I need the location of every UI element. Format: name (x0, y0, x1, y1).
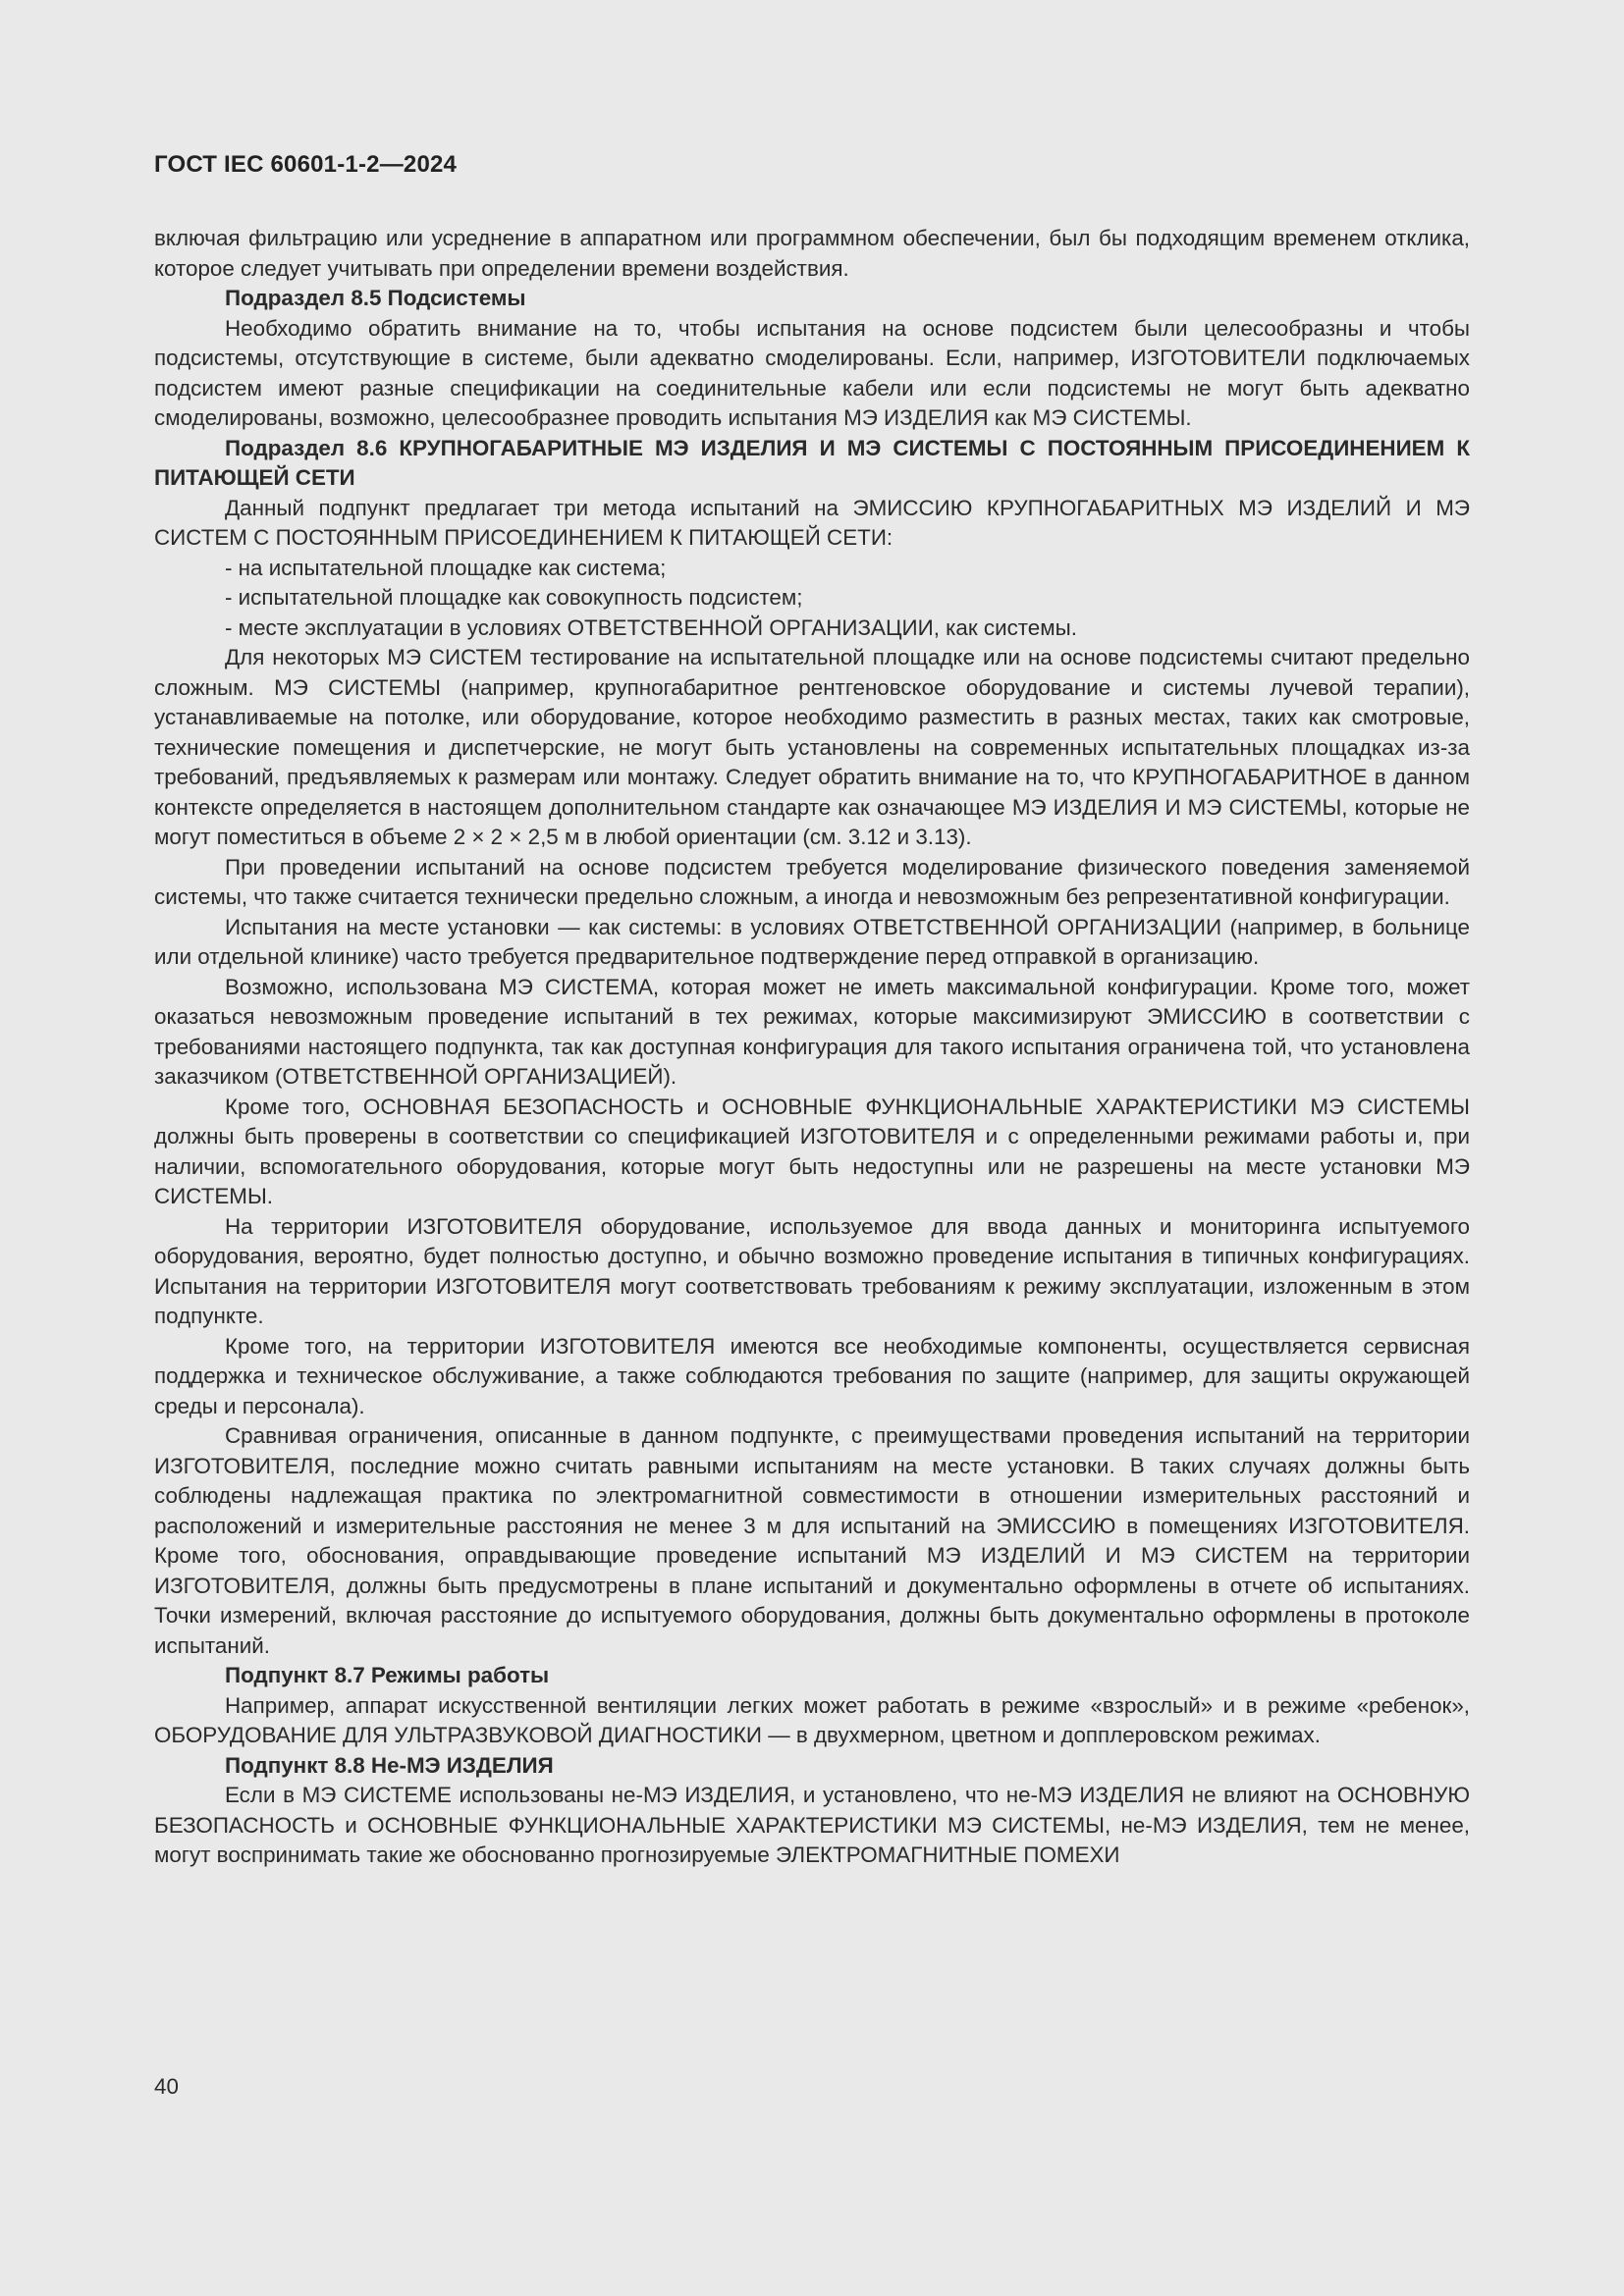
subsection-heading-8-6: Подраздел 8.6 КРУПНОГАБАРИТНЫЕ МЭ ИЗДЕЛИЯ И МЭ СИСТЕМЫ С ПОСТОЯННЫМ ПРИСОЕДИНЕНИЕМ К ПИТАЮЩЕЙ СЕТИ (154, 435, 1470, 490)
paragraph: Кроме того, ОСНОВНАЯ БЕЗОПАСНОСТЬ и ОСНОВНЫЕ ФУНКЦИОНАЛЬНЫЕ ХАРАКТЕРИСТИКИ МЭ СИСТЕМЫ должны быть проверены в соответствии со спецификацией ИЗГОТОВИТЕЛЯ и с определенными режимами работы и, при наличии, вспомогательного оборудования, которые могут быть недоступны или не разрешены на месте установки МЭ СИСТЕМЫ. (154, 1094, 1470, 1208)
paragraph: Данный подпункт предлагает три метода испытаний на ЭМИССИЮ КРУПНОГАБАРИТНЫХ МЭ ИЗДЕЛИЙ И МЭ СИСТЕМ С ПОСТОЯННЫМ ПРИСОЕДИНЕНИЕМ К ПИТАЮЩЕЙ СЕТИ: (154, 495, 1470, 550)
list-item: - месте эксплуатации в условиях ОТВЕТСТВЕННОЙ ОРГАНИЗАЦИИ, как системы. (225, 614, 1077, 640)
subsection-heading-8-7: Подпункт 8.7 Режимы работы (225, 1663, 550, 1687)
paragraph: На территории ИЗГОТОВИТЕЛЯ оборудование, используемое для ввода данных и мониторинга испытуемого оборудования, вероятно, будет полностью доступно, и обычно возможно проведение испытания в типичных конфигурациях. Испытания на территории ИЗГОТОВИТЕЛЯ могут соответствовать требованиям к режиму эксплуатации, изложенным в этом подпункте. (154, 1213, 1470, 1328)
subsection-heading-8-8: Подпункт 8.8 Не-МЭ ИЗДЕЛИЯ (225, 1752, 554, 1778)
paragraph: Возможно, использована МЭ СИСТЕМА, которая может не иметь максимальной конфигурации. Кроме того, может оказаться невозможным проведение испытаний в тех режимах, которые максимизируют ЭМИССИЮ в соответствии с требованиями настоящего подпункта, так как доступная конфигурация для такого испытания ограничена той, что установлена заказчиком (ОТВЕТСТВЕННОЙ ОРГАНИЗАЦИЕЙ). (154, 974, 1470, 1089)
paragraph: Например, аппарат искусственной вентиляции легких может работать в режиме «взрослый» и в режиме «ребенок», ОБОРУДОВАНИЕ ДЛЯ УЛЬТРАЗВУКОВОЙ ДИАГНОСТИКИ — в двухмерном, цветном и допплеровском режимах. (154, 1692, 1470, 1747)
paragraph: Испытания на месте установки — как системы: в условиях ОТВЕТСТВЕННОЙ ОРГАНИЗАЦИИ (например, в больнице или отдельной клинике) часто требуется предварительное подтверждение перед отправкой в организацию. (154, 914, 1470, 969)
paragraph: Необходимо обратить внимание на то, чтобы испытания на основе подсистем были целесообразны и чтобы подсистемы, отсутствующие в системе, были адекватно смоделированы. Если, например, ИЗГОТОВИТЕЛИ подключаемых подсистем имеют разные спецификации на соединительные кабели или если подсистемы не могут быть адекватно смоделированы, возможно, целесообразнее проводить испытания МЭ ИЗДЕЛИЯ как МЭ СИСТЕМЫ. (154, 315, 1470, 430)
paragraph: Если в МЭ СИСТЕМЕ использованы не-МЭ ИЗДЕЛИЯ, и установлено, что не-МЭ ИЗДЕЛИЯ не влияют на ОСНОВНУЮ БЕЗОПАСНОСТЬ и ОСНОВНЫЕ ФУНКЦИОНАЛЬНЫЕ ХАРАКТЕРИСТИКИ МЭ СИСТЕМЫ, не-МЭ ИЗДЕЛИЯ, тем не менее, могут воспринимать такие же обоснованно прогнозируемые ЭЛЕКТРОМАГНИТНЫЕ ПОМЕХИ (154, 1783, 1470, 1867)
document-header: ГОСТ IEC 60601-1-2—2024 (154, 151, 458, 178)
list-item: - на испытательной площадке как система; (225, 555, 667, 580)
list-item: - испытательной площадке как совокупность подсистем; (225, 585, 803, 610)
paragraph: Для некоторых МЭ СИСТЕМ тестирование на испытательной площадке или на основе подсистемы считают предельно сложным. МЭ СИСТЕМЫ (например, крупногабаритное рентгеновское оборудование и системы лучевой терапии), устанавливаемые на потолке, или оборудование, которое необходимо разместить в разных местах, таких как смотровые, технические помещения и диспетчерские, не могут быть установлены на современных испытательных площадках из-за требований, предъявляемых к размерам или монтажу. Следует обратить внимание на то, что КРУПНОГАБАРИТНОЕ в данном контексте определяется в настоящем дополнительном стандарте как означающее МЭ ИЗДЕЛИЯ И МЭ СИСТЕМЫ, которые не могут поместиться в объеме 2 × 2 × 2,5 м в любой ориентации (см. 3.12 и 3.13). (154, 645, 1470, 849)
document-body (154, 224, 1470, 1871)
paragraph: Кроме того, на территории ИЗГОТОВИТЕЛЯ имеются все необходимые компоненты, осуществляется сервисная поддержка и техническое обслуживание, а также соблюдаются требования по защите (например, для защиты окружающей среды и персонала). (154, 1333, 1470, 1418)
page-number: 40 (154, 2074, 179, 2099)
paragraph: включая фильтрацию или усреднение в аппаратном или программном обеспечении, был бы подходящим временем отклика, которое следует учитывать при определении времени воздействия. (154, 226, 1470, 281)
subsection-heading-8-5: Подраздел 8.5 Подсистемы (225, 286, 526, 310)
paragraph: При проведении испытаний на основе подсистем требуется моделирование физического поведения заменяемой системы, что также считается технически предельно сложным, а иногда и невозможным без репрезентативной конфигурации. (154, 854, 1470, 909)
paragraph: Сравнивая ограничения, описанные в данном подпункте, с преимуществами проведения испытаний на территории ИЗГОТОВИТЕЛЯ, последние можно считать равными испытаниям на месте установки. В таких случаях должны быть соблюдены надлежащая практика по электромагнитной совместимости в отношении измерительных расстояний и расположений и измерительные расстояния не менее 3 м для испытаний на ЭМИССИЮ в помещениях ИЗГОТОВИТЕЛЯ. Кроме того, обоснования, оправдывающие проведение испытаний МЭ ИЗДЕЛИЙ И МЭ СИСТЕМ на территории ИЗГОТОВИТЕЛЯ, должны быть предусмотрены в плане испытаний и документально оформлены в отчете об испытаниях. Точки измерений, включая расстояние до испытуемого оборудования, должны быть документально оформлены в протоколе испытаний. (154, 1423, 1470, 1658)
